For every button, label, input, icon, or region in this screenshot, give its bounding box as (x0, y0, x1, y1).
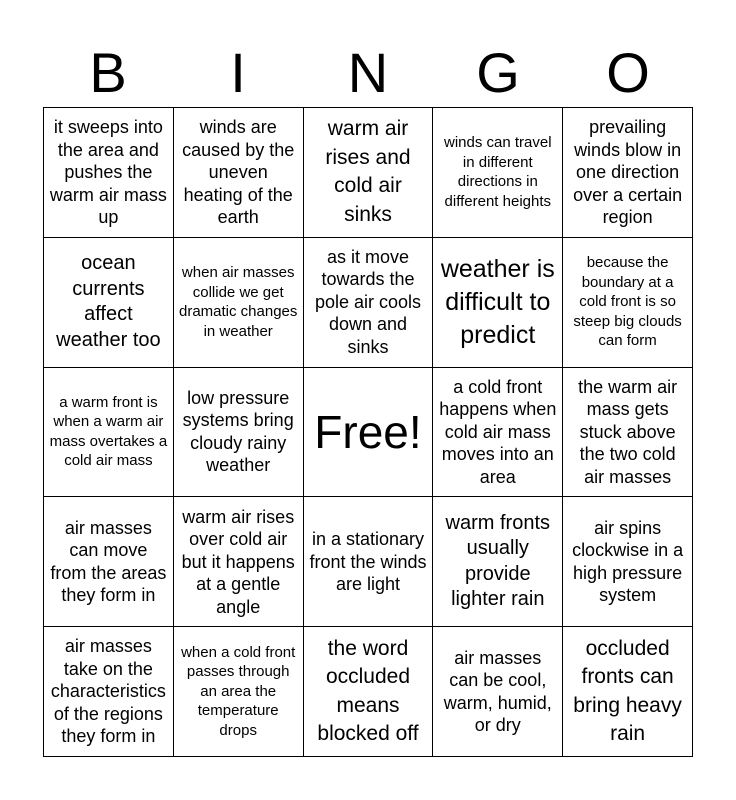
cell-text: occluded fronts can bring heavy rain (573, 636, 682, 746)
cell-text: a cold front happens when cold air mass moves into an area (439, 376, 557, 487)
cell-text: a warm front is when a warm air mass overtakes a cold air mass (49, 393, 168, 470)
cell-text: the warm air mass gets stuck above the two cold air masses (578, 376, 678, 487)
cell-text: air spins clockwise in a high pressure system (572, 517, 684, 606)
bingo-cell[interactable] (563, 627, 693, 757)
cell-text: the word occluded means blocked off (317, 636, 419, 746)
bingo-cell[interactable] (174, 368, 304, 498)
bingo-cell[interactable] (174, 108, 304, 238)
cell-text: ocean currents affect weather too (56, 252, 161, 351)
bingo-cell[interactable] (174, 627, 304, 757)
bingo-cell[interactable] (304, 238, 434, 368)
bingo-cell[interactable] (304, 627, 434, 757)
bingo-cell[interactable] (563, 368, 693, 498)
bingo-cell[interactable] (44, 238, 174, 368)
free-space-label: Free! (314, 405, 422, 458)
header-letter-g: G (476, 41, 520, 104)
bingo-cell[interactable] (44, 108, 174, 238)
cell-text: when a cold front passes through an area the temperature drops (181, 643, 296, 739)
cell-text: air masses take on the characteristics of the regions they form in (50, 636, 166, 747)
cell-text: as it move towards the pole air cools down and sinks (314, 246, 422, 357)
cell-text: prevailing winds blow in one direction over a certain region (573, 117, 683, 228)
cell-text: air masses can move from the areas they form in (50, 517, 167, 606)
cell-text: weather is difficult to predict (440, 254, 555, 349)
bingo-cell[interactable] (44, 497, 174, 627)
bingo-cell[interactable] (433, 368, 563, 498)
bingo-cell[interactable] (563, 497, 693, 627)
header-letter-o: O (606, 41, 650, 104)
bingo-cell[interactable] (44, 368, 174, 498)
cell-text: air masses can be cool, warm, humid, or dry (443, 647, 552, 736)
bingo-grid (43, 107, 693, 757)
cell-text: winds are caused by the uneven heating of the earth (182, 117, 295, 228)
bingo-cell[interactable] (44, 627, 174, 757)
bingo-cell[interactable] (174, 238, 304, 368)
bingo-cell[interactable] (304, 108, 434, 238)
bingo-cell[interactable] (433, 238, 563, 368)
header-letter-i: I (230, 41, 246, 104)
cell-text: it sweeps into the area and pushes the warm air mass up (49, 117, 167, 228)
cell-text: warm fronts usually provide lighter rain (445, 511, 551, 611)
cell-text: winds can travel in different directions in different heights (444, 134, 552, 210)
cell-text: when air masses collide we get dramatic changes in weather (178, 264, 298, 340)
header-letter-n: N (347, 41, 389, 104)
bingo-cell[interactable] (174, 497, 304, 627)
cell-text: warm air rises and cold air sinks (325, 117, 411, 226)
cell-text: low pressure systems bring cloudy rainy weather (182, 387, 294, 476)
bingo-header (43, 40, 693, 106)
bingo-cell[interactable] (433, 497, 563, 627)
bingo-cell[interactable] (304, 497, 434, 627)
free-space[interactable] (304, 368, 434, 498)
cell-text: because the boundary at a cold front is so steep big clouds can form (573, 254, 682, 350)
cell-text: in a stationary front the winds are light (309, 529, 427, 595)
bingo-cell[interactable] (563, 108, 693, 238)
cell-text: warm air rises over cold air but it happens at a gentle angle (181, 506, 295, 617)
bingo-cell[interactable] (563, 238, 693, 368)
header-letter-b: B (89, 41, 127, 104)
bingo-cell[interactable] (433, 627, 563, 757)
bingo-cell[interactable] (433, 108, 563, 238)
